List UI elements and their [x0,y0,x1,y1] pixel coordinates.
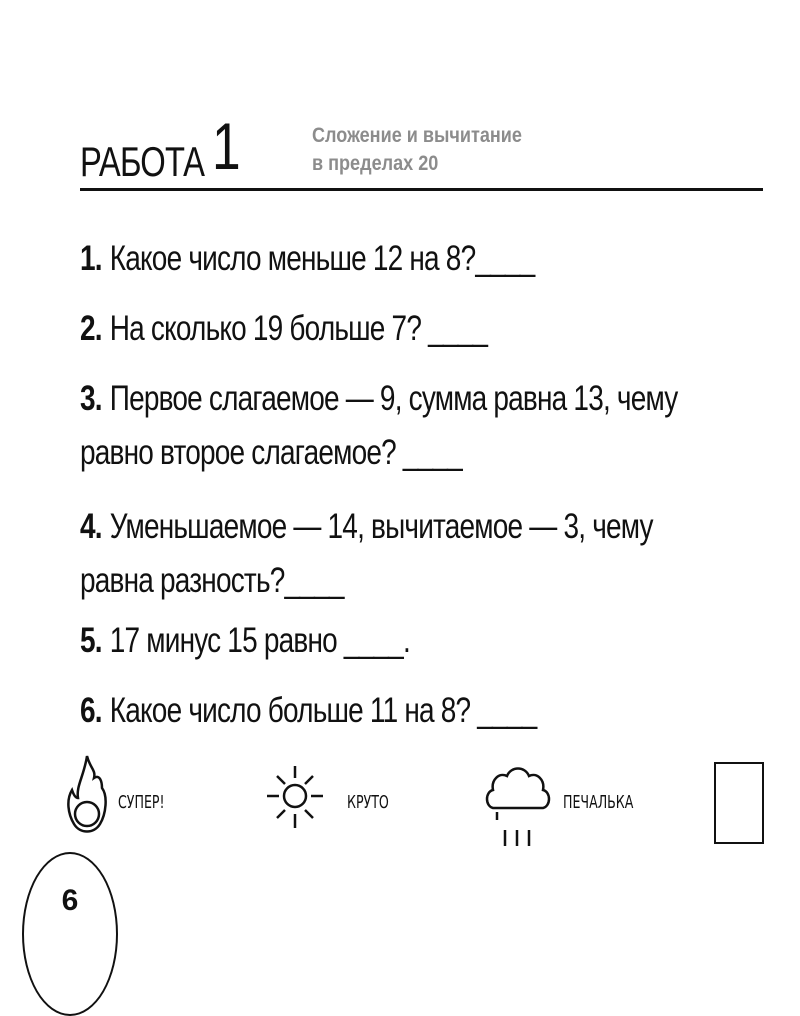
rating-super-label: СУПЕР! [118,792,165,813]
question-text: Какое число меньше 12 на 8?____ [109,239,535,278]
question-1 [80,232,760,286]
work-subtitle [312,122,522,178]
work-label: РАБОТА [80,138,205,185]
question-number: 6. [80,691,102,730]
question-2 [80,302,760,356]
question-number: 4. [80,507,102,546]
question-number: 5. [80,621,102,660]
question-5 [80,614,760,668]
question-number: 3. [80,379,102,418]
header-divider [80,188,763,191]
question-3 [80,372,704,480]
sun-icon [265,752,325,842]
page-number: 6 [61,884,79,917]
rating-checkbox[interactable] [714,762,764,844]
question-text: Уменьшаемое — 14, вычитаемое — 3, чему равна разность?____ [80,507,653,600]
rating-sad[interactable] [485,752,705,852]
rain-cloud-icon [485,760,551,860]
rating-cool[interactable] [265,752,465,852]
question-4 [80,500,704,608]
question-6 [80,684,760,738]
rating-super[interactable] [60,752,260,852]
question-text: Какое число больше 11 на 8? ____ [109,691,537,730]
page-number-badge [22,852,118,1016]
question-text: Первое слагаемое — 9, сумма равна 13, чему равно второе слагаемое? ____ [80,379,678,472]
rating-cool-label: КРУТО [347,792,389,813]
question-text: 17 минус 15 равно ____. [109,621,410,660]
question-number: 2. [80,309,102,348]
question-number: 1. [80,239,102,278]
work-number: 1 [212,109,241,183]
worksheet-header [80,108,763,192]
subtitle-line-2: в пределах 20 [312,152,439,175]
question-text: На сколько 19 больше 7? ____ [109,309,488,348]
subtitle-line-1: Сложение и вычитание [312,124,522,147]
fire-icon [64,752,110,842]
rating-sad-label: ПЕЧАЛЬКА [563,792,634,813]
self-rating-row [60,752,770,852]
